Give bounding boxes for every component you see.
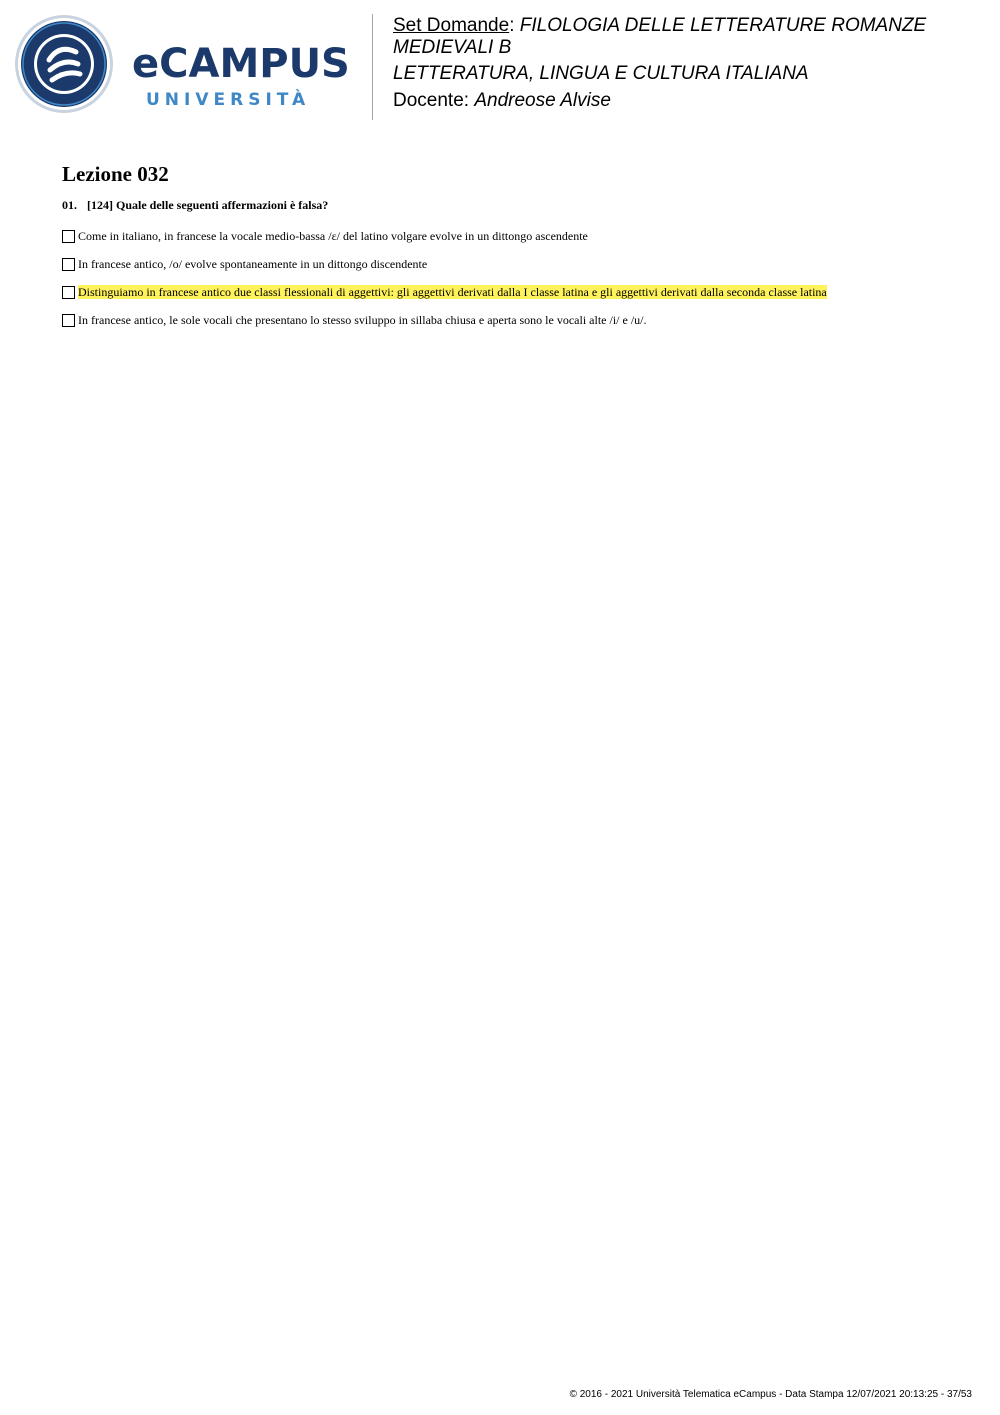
lesson-title: Lezione 032 [62, 162, 169, 186]
question-text: [124] Quale delle seguenti affermazioni è falsa? [87, 198, 329, 212]
course-title: FILOLOGIA DELLE LETTERATURE ROMANZE MEDIEVALI B [393, 15, 927, 58]
docente-line [393, 90, 983, 112]
answer-text: In francese antico, le sole vocali che presentano lo stesso sviluppo in sillaba chiusa e aperta sono le vocali alte /i/ e /u/. [78, 313, 647, 327]
answer-text: Distinguiamo in francese antico due classi flessionali di aggettivi: gli aggettivi derivati dalla I classe latina e gli aggettivi derivati dalla seconda classe latina [78, 285, 827, 299]
question-number: 01. [62, 198, 77, 212]
docente-name: Andreose Alvise [474, 90, 611, 111]
answer-text: In francese antico, /o/ evolve spontaneamente in un dittongo discendente [78, 257, 428, 271]
answer-option[interactable] [62, 222, 962, 250]
answer-checkbox[interactable] [62, 258, 75, 271]
ecampus-logo [14, 14, 360, 118]
ecampus-seal-icon [14, 14, 114, 114]
page-header [0, 0, 1000, 130]
set-separator: : [509, 15, 520, 36]
answer-checkbox[interactable] [62, 230, 75, 243]
page-footer: © 2016 - 2021 Università Telematica eCampus - Data Stampa 12/07/2021 20:13:25 - 37/53 [569, 1389, 972, 1400]
course-subtitle: LETTERATURA, LINGUA E CULTURA ITALIANA [393, 63, 809, 84]
answer-text: Come in italiano, in francese la vocale medio-bassa /ɛ/ del latino volgare evolve in un dittongo ascendente [78, 229, 588, 243]
ecampus-wordmark [132, 41, 362, 124]
set-label: Set Domande [393, 15, 510, 36]
question-heading [62, 198, 328, 213]
answer-option[interactable] [62, 306, 962, 334]
answer-checkbox[interactable] [62, 286, 75, 299]
brand-subtitle: UNIVERSITÀ [146, 90, 311, 110]
answer-checkbox[interactable] [62, 314, 75, 327]
answer-option[interactable] [62, 250, 962, 278]
course-title-line [393, 15, 983, 59]
answer-list [62, 222, 962, 334]
header-divider [372, 14, 373, 120]
brand-name: eCAMPUS [132, 41, 350, 87]
course-info [393, 15, 983, 112]
answer-option-highlighted[interactable] [62, 278, 962, 306]
docente-label: Docente: [393, 90, 475, 111]
